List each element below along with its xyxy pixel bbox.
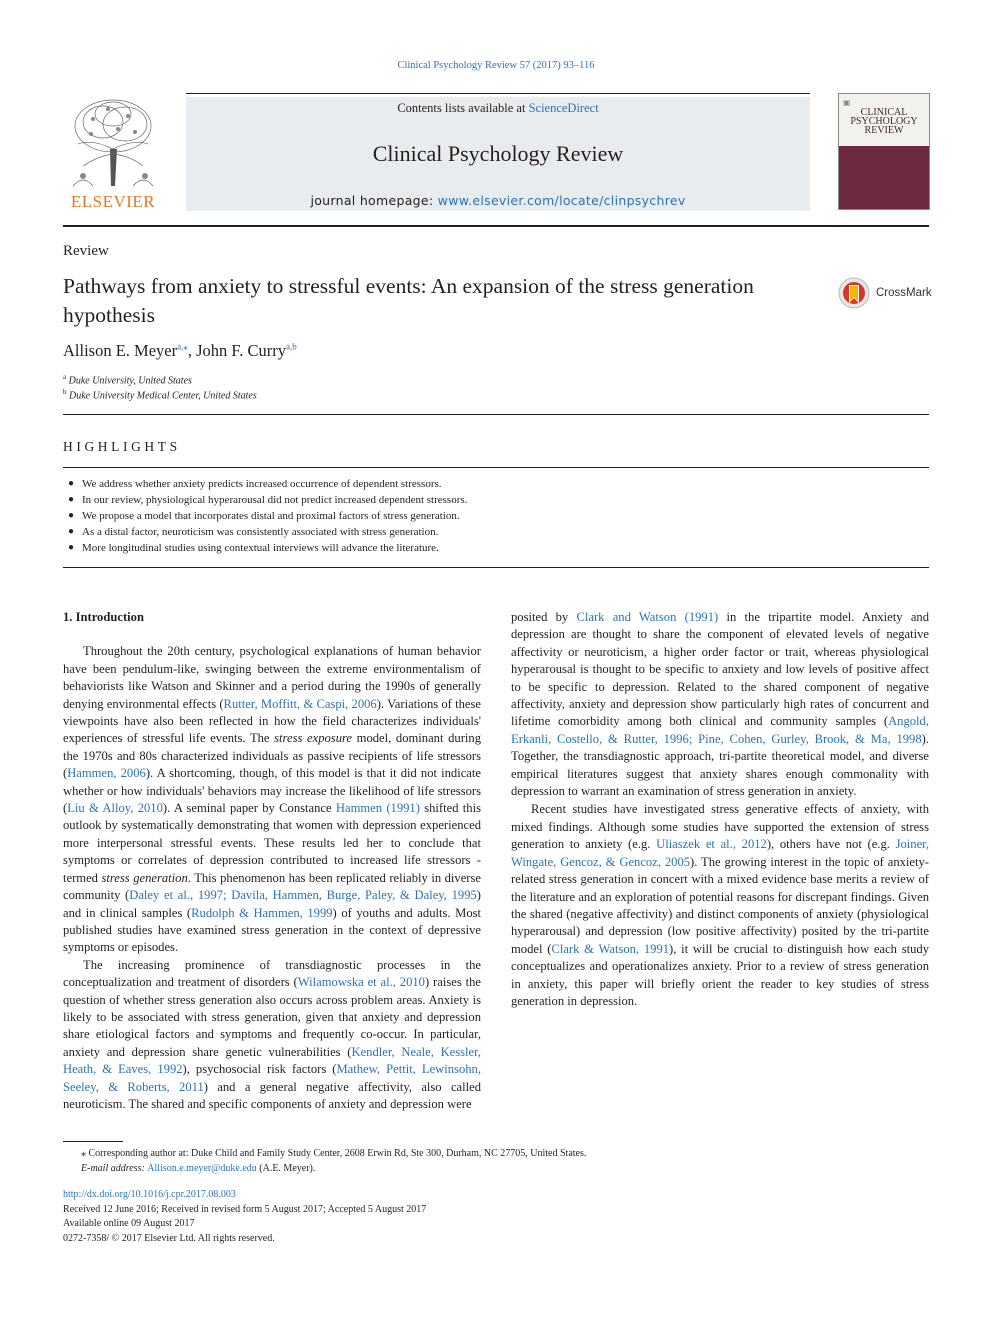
body-column-left <box>63 609 481 1113</box>
article-metadata <box>63 1188 426 1246</box>
paragraph: posited by Clark and Watson (1991) in the tripartite model. Anxiety and depression are thought to share the component of elevated levels of negative affectivity or neuroticism, a higher order factor or trait, whereas physiological hyperarousal is thought to be specific to anxiety and low levels of positive affect to be specific to depression. Related to the shared component of negative affectivity, anxiety and depression show particularly high rates of concurrent and lifetime comorbidity among both clinical and community samples (Angold, Erkanli, Costello, & Rutter, 1996; Pine, Cohen, Gurley, Brook, & Ma, 1998). Together, the transdiagnostic approach, tri-partite theoretical model, and diverse empirical literatures suggest that anxiety shares enough commonality with depression to warrant an examination of stress generation in anxiety. <box>511 610 929 799</box>
article-title: Pathways from anxiety to stressful events: An expansion of the stress generation hypothesis <box>63 274 754 327</box>
bullet-icon: ● <box>68 494 75 505</box>
footnote-rule <box>63 1141 123 1142</box>
paragraph: The increasing prominence of transdiagnostic processes in the conceptualization and treatment of disorders (Wilamowska et al., 2010) raises the question of whether stress generation also occurs across problem areas. Anxiety is likely to be associated with stress generation, given that anxiety and depression share etiological factors and symptoms and frequently co-occur. In particular, anxiety and depression share genetic vulnerabilities (Kendler, Neale, Kessler, Heath, & Eaves, 1992), psychosocial risk factors (Mathew, Pettit, Lewinsohn, Seeley, & Roberts, 2011) and a general negative affectivity, also called neuroticism. The shared and specific components of anxiety and depression were <box>63 957 482 1111</box>
highlight-item: ● In our review, physiological hyperarousal did not predict increased dependent stressors. <box>68 494 468 506</box>
citation-link[interactable]: and Watson (1991) <box>604 610 719 624</box>
crossmark-badge[interactable] <box>838 277 938 311</box>
citation-link[interactable]: Rudolph & Hammen, 1999 <box>191 905 333 920</box>
bullet-icon: ● <box>68 526 75 537</box>
highlights-bottom-rule <box>63 567 929 568</box>
citation-link[interactable]: Joiner, Wingate, Gencoz, & Gencoz, 2005 <box>511 837 930 869</box>
citation-link[interactable]: Angold, <box>888 714 929 729</box>
citation-link[interactable]: Daley et al., 1997; Davila, Hammen, Burge, Paley, & Daley, 1995 <box>129 888 477 903</box>
journal-cover-thumbnail <box>838 93 930 210</box>
contents-line: Contents lists available at ScienceDirect <box>397 101 599 115</box>
email-link[interactable]: Allison.e.meyer@duke.edu <box>147 1163 257 1174</box>
bullet-icon: ● <box>68 542 75 553</box>
author-list: Allison E. Meyer$^{a,⁎}$, John F. Curry$^{a,b}$ <box>63 341 297 360</box>
online-date: Available online 09 August 2017 <box>63 1218 195 1229</box>
masthead-top-rule <box>186 93 810 94</box>
highlight-item: ● As a distal factor, neuroticism was consistently associated with stress generation. <box>68 526 439 538</box>
author-affiliation-mark[interactable]: a,b <box>286 341 297 352</box>
copyright: 0272-7358/ © 2017 Elsevier Ltd. All rights reserved. <box>63 1232 275 1244</box>
citation-link[interactable]: Clark & Watson, 1991 <box>551 941 670 956</box>
elsevier-tree-icon <box>63 94 163 190</box>
bullet-icon: ● <box>68 510 75 521</box>
cover-title: CLINICAL PSYCHOLOGY REVIEW <box>850 107 918 136</box>
citation-link[interactable]: Erkanli, Costello, & Rutter, 1996; Pine, Cohen, Gurley, Brook, & Ma, 1998 <box>511 731 922 746</box>
affiliation: $^b$ Duke University Medical Center, United States <box>63 388 257 402</box>
citation-link[interactable]: Clark <box>576 610 605 624</box>
doi-link[interactable]: http://dx.doi.org/10.1016/j.cpr.2017.08.003 <box>63 1189 236 1200</box>
journal-homepage: journal homepage: www.elsevier.com/locate/clinpsychrev <box>310 193 686 208</box>
body-column-right-continuation <box>511 609 929 800</box>
highlights-top-rule <box>63 467 929 468</box>
citation-link[interactable]: Mathew, Pettit, Lewinsohn, Seeley, & Roberts, 2011 <box>63 1062 481 1094</box>
author-name[interactable]: John F. Curry <box>196 341 287 360</box>
highlights-heading: HIGHLIGHTS <box>63 439 181 454</box>
journal-citation[interactable]: Clinical Psychology Review 57 (2017) 93–116 <box>397 60 595 71</box>
homepage-link[interactable]: www.elsevier.com/locate/clinpsychrev <box>437 193 686 208</box>
affiliation: $^a$ Duke University, United States <box>63 373 192 387</box>
citation-link[interactable]: Uliaszek et al., 2012 <box>656 837 767 852</box>
body-column-right <box>511 801 929 1010</box>
cover-emblem-icon: ▣ <box>843 98 851 107</box>
article-type: Review <box>63 243 109 259</box>
header-rule <box>63 225 929 227</box>
elsevier-wordmark: ELSEVIER <box>70 192 156 211</box>
highlight-item: ● We propose a model that incorporates distal and proximal factors of stress generation. <box>68 510 460 522</box>
received-dates: Received 12 June 2016; Received in revised form 5 August 2017; Accepted 5 August 2017 <box>63 1203 427 1215</box>
highlights-list <box>68 476 928 556</box>
citation-link[interactable]: Wilamowska et al., 2010 <box>297 975 425 990</box>
highlight-item: ● More longitudinal studies using contextual interviews will advance the literature. <box>68 542 439 554</box>
bullet-icon: ● <box>68 478 75 489</box>
journal-title: Clinical Psychology Review <box>372 141 624 166</box>
paragraph: Recent studies have investigated stress generative effects of anxiety, with mixed findings. Although some studies have supported the extension of stress generation to anxiety (e.g. Uliaszek et al., 2012), others have not (e.g. Joiner, Wingate, Gencoz, & Gencoz, 2005). The growing interest in the topic of anxiety-related stress generation in concert with a mixed evidence base merits a review of the literature and an exploration of potential reasons for discrepant findings. Given the shared (negative affectivity) and distinct components of anxiety (physiological hyperarousal) and depression (low positive affectivity) posited by the tri-partite model (Clark & Watson, 1991), it will be crucial to distinguish how each study conceptualizes and operationalizes anxiety. Prior to a review of stress generation in anxiety, this paper will briefly orient the reader to key studies of stress generation in depression. <box>511 802 930 1008</box>
highlight-item: ● We address whether anxiety predicts increased occurrence of dependent stressors. <box>68 478 442 490</box>
affiliation-rule <box>63 414 929 415</box>
citation-link[interactable]: Liu & Alloy, 2010 <box>67 801 163 816</box>
crossmark-icon <box>838 277 870 309</box>
author-name[interactable]: Allison E. Meyer <box>63 341 178 360</box>
citation-link[interactable]: Rutter, Moffitt, & Caspi, 2006 <box>223 696 377 711</box>
author-affiliation-mark[interactable]: a,⁎ <box>177 341 188 352</box>
section-heading: 1. Introduction <box>63 610 144 624</box>
journal-masthead <box>186 97 810 211</box>
citation-link[interactable]: Hammen (1991) <box>335 801 420 816</box>
sciencedirect-link[interactable]: ScienceDirect <box>528 101 599 115</box>
crossmark-label: CrossMark <box>876 287 932 299</box>
citation-link[interactable]: Kendler, Neale, Kessler, Heath, & Eaves, 1992 <box>63 1044 481 1077</box>
citation-link[interactable]: Hammen, 2006 <box>67 766 146 781</box>
elsevier-logo <box>63 94 163 214</box>
paragraph: Throughout the 20th century, psychological explanations of human behavior have been pendulum-like, swinging between the extreme environmentalism of behaviorists like Watson and Skinner and a period during the 1990s of generally denying environmental effects (Rutter, Moffitt, & Caspi, 2006). Variations of these viewpoints have also been reflected in how the field characterizes individuals' experiences of stressful life events. The stress exposure model, dominant during the 1970s and 80s characterized individuals as passive recipients of life stressors (Hammen, 2006). A shortcoming, though, of this model is that it did not indicate whether or how individuals' behaviors may increase the likelihood of life stressors (Liu & Alloy, 2010). A seminal paper by Constance Hammen (1991) shifted this outlook by systematically demonstrating that women with depression experienced more interpersonal stressful events. These results led her to conclude that symptoms or correlates of depression contributed to increased life stressors - termed stress generation. This phenomenon has been replicated reliably in diverse community (Daley et al., 1997; Davila, Hammen, Burge, Paley, & Daley, 1995) and in clinical samples (Rudolph & Hammen, 1999) of youths and adults. Most published studies have examined stress generation in the context of depressive symptoms or episodes. <box>63 644 482 955</box>
footnote: ⁎ Corresponding author at: Duke Child and Family Study Center, 2608 Erwin Rd, Ste 300, Durham, NC 27705, United States. E-mail address: Allison.e.meyer@duke.edu (A.E. Meyer). <box>81 1148 587 1174</box>
